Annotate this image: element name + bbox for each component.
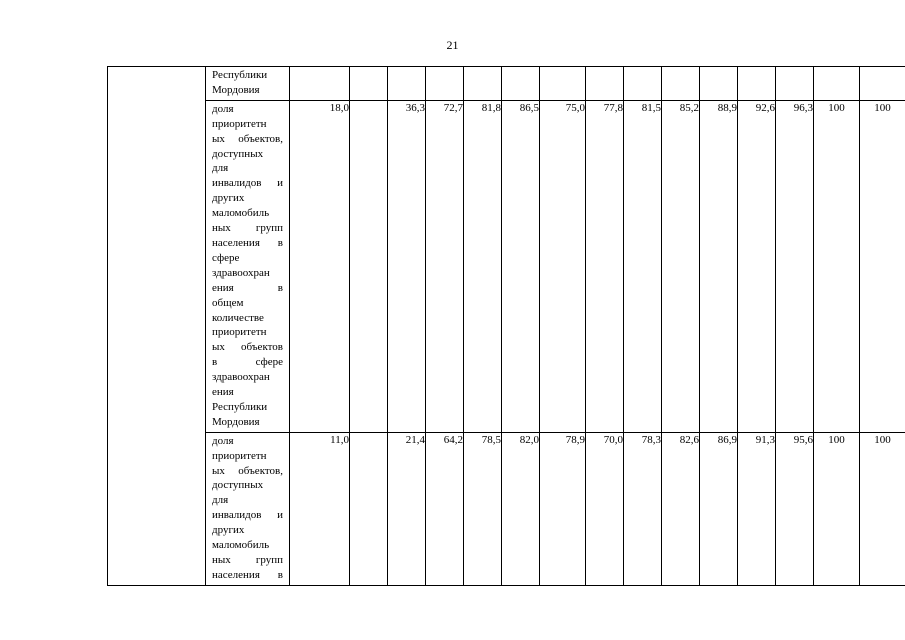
indicator-label-cell <box>206 67 290 101</box>
value-cell <box>350 100 388 432</box>
value-cell: 64,2 <box>426 432 464 585</box>
value-cell: 78,3 <box>624 432 662 585</box>
value-cell: 91,3 <box>738 432 776 585</box>
label-line: маломобиль <box>212 539 270 552</box>
label-line: ения в <box>212 281 283 294</box>
value-cell: 82,0 <box>502 432 540 585</box>
indicator-label <box>206 433 289 585</box>
value-cell: 100 <box>860 432 905 585</box>
label-line: ых объектов <box>212 341 283 354</box>
label-line: доступных <box>212 479 264 492</box>
label-line: Республики <box>212 400 268 413</box>
value-cell: 75,0 <box>540 100 586 432</box>
page-number: 21 <box>446 38 459 52</box>
label-line: маломобиль <box>212 207 270 220</box>
value-cell: 100 <box>814 432 860 585</box>
value-cell: 36,3 <box>388 100 426 432</box>
value-cell <box>776 67 814 101</box>
table-row <box>108 67 905 101</box>
label-line: населения в <box>212 568 283 581</box>
label-line: других <box>212 192 245 205</box>
label-line: доступных <box>212 147 264 160</box>
value-cell <box>290 67 350 101</box>
value-cell <box>700 67 738 101</box>
value-cell <box>540 67 586 101</box>
indicator-label-cell <box>206 100 290 432</box>
value-cell <box>586 67 624 101</box>
label-line: доля <box>212 434 234 447</box>
value-cell <box>464 67 502 101</box>
value-cell: 86,5 <box>502 100 540 432</box>
label-line: населения в <box>212 236 283 249</box>
value-cell: 81,8 <box>464 100 502 432</box>
value-cell <box>350 432 388 585</box>
indicator-label <box>206 101 289 432</box>
label-line: доля <box>212 102 234 115</box>
value-cell <box>624 67 662 101</box>
value-cell: 82,6 <box>662 432 700 585</box>
empty-first-column-cell <box>108 67 206 586</box>
label-line: приоритетн <box>212 449 267 462</box>
label-line: ых объектов, <box>212 132 283 145</box>
value-cell <box>350 67 388 101</box>
value-cell: 78,5 <box>464 432 502 585</box>
value-cell: 85,2 <box>662 100 700 432</box>
label-line: здравоохран <box>212 371 270 384</box>
value-cell: 21,4 <box>388 432 426 585</box>
value-cell <box>426 67 464 101</box>
value-cell: 96,3 <box>776 100 814 432</box>
value-cell: 100 <box>814 100 860 432</box>
label-line: Мордовия <box>212 83 260 96</box>
value-cell <box>860 67 905 101</box>
label-line: Республики <box>212 69 268 81</box>
label-line: приоритетн <box>212 117 267 130</box>
value-cell: 72,7 <box>426 100 464 432</box>
table-row <box>108 432 905 585</box>
value-cell <box>738 67 776 101</box>
label-line: приоритетн <box>212 326 267 339</box>
value-cell: 81,5 <box>624 100 662 432</box>
label-line: в сфере <box>212 356 283 369</box>
label-line: ных групп <box>212 554 283 566</box>
label-line: ых объектов, <box>212 464 283 477</box>
value-cell: 70,0 <box>586 432 624 585</box>
label-line: инвалидов и <box>212 177 283 190</box>
indicator-label-cell <box>206 432 290 585</box>
label-line: для <box>212 494 229 507</box>
value-cell: 88,9 <box>700 100 738 432</box>
table-row <box>108 100 905 432</box>
value-cell: 95,6 <box>776 432 814 585</box>
value-cell <box>388 67 426 101</box>
label-line: ения <box>212 386 234 399</box>
value-cell: 100 <box>860 100 905 432</box>
value-cell: 92,6 <box>738 100 776 432</box>
label-line: здравоохран <box>212 266 270 279</box>
label-line: общем <box>212 296 244 309</box>
label-line: количестве <box>212 311 264 324</box>
value-cell <box>814 67 860 101</box>
value-cell: 86,9 <box>700 432 738 585</box>
value-cell: 78,9 <box>540 432 586 585</box>
label-line: ных групп <box>212 222 283 235</box>
value-cell: 77,8 <box>586 100 624 432</box>
indicator-label <box>206 67 289 100</box>
label-line: Мордовия <box>212 415 260 428</box>
label-line: инвалидов и <box>212 509 283 522</box>
label-line: для <box>212 162 229 175</box>
value-cell: 11,0 <box>290 432 350 585</box>
label-line: других <box>212 524 245 537</box>
indicator-table <box>107 66 905 586</box>
label-line: сфере <box>212 251 240 264</box>
value-cell <box>502 67 540 101</box>
value-cell <box>662 67 700 101</box>
value-cell: 18,0 <box>290 100 350 432</box>
